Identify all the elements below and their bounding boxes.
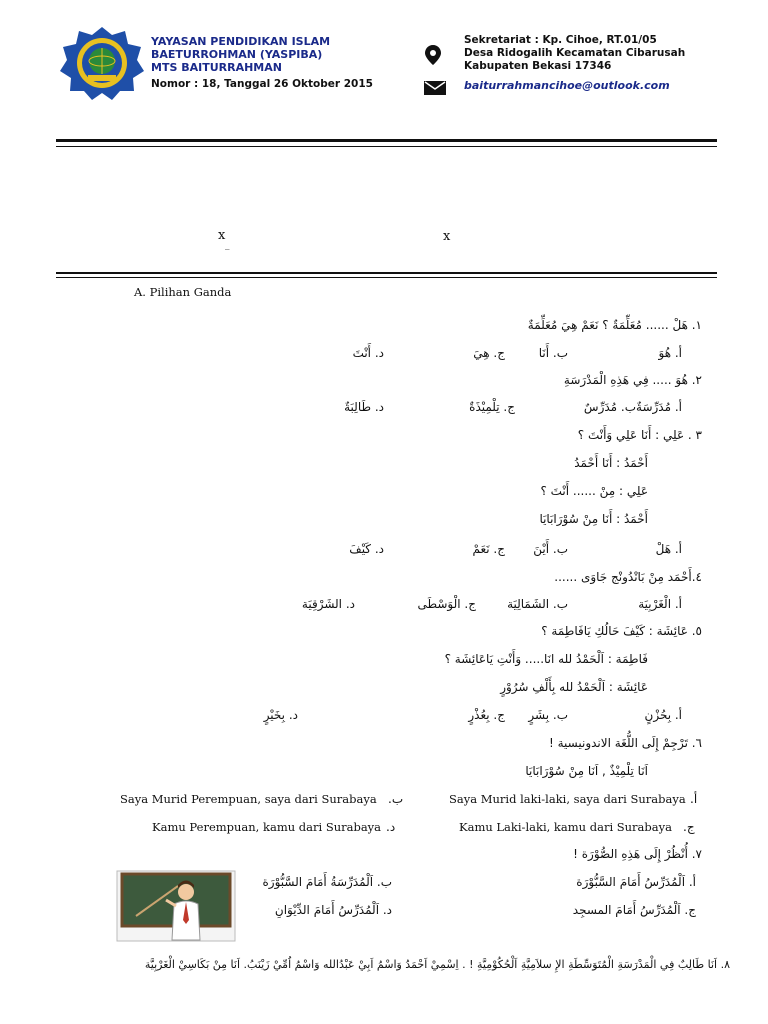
q2-option-c[interactable]: ج. تِلْمِيْذَةٌ — [469, 400, 515, 414]
school-logo — [56, 25, 148, 101]
location-pin-icon — [424, 44, 442, 66]
q2-option-a-b[interactable]: أ. مُدَرِّسَةٌب. مُدَرِّسٌ — [583, 400, 682, 414]
decree-number: Nomor : 18, Tanggal 26 Oktober 2015 — [151, 78, 373, 90]
q5-option-c[interactable]: ج. بِعُذْرٍ — [468, 708, 505, 722]
question-6-stem: ٦. تَرْجِمْ إِلَى اللُّغَة الاندونيسية ! — [548, 736, 702, 750]
question-4-stem: ٤.أَحْمَد مِنْ بَانْدُونْج جَاوَى ...... — [554, 570, 702, 584]
q3-option-c[interactable]: ج. نَعَمْ — [472, 542, 505, 556]
q1-option-a[interactable]: أ. هُوَ — [658, 346, 682, 360]
q6-option-c-label: ج. — [683, 820, 695, 834]
question-1-stem: ١. هَلْ ...... مُعَلِّمَةٌ ؟ نَعَمْ هِيَ مُعَلِّمَةٌ — [527, 318, 702, 332]
envelope-icon — [424, 80, 446, 94]
q6-sentence: اَنَا تِلْمِيْذٌ , اَنَا مِنْ سُوْرَابَايَا — [525, 764, 648, 778]
section-title: A. Pilihan Ganda — [134, 285, 232, 299]
q7-option-a[interactable]: أ. اَلْمُدَرِّسُ أَمَامَ السَّبُّوْرَة — [576, 875, 696, 889]
org-name-line1: YAYASAN PENDIDIKAN ISLAM — [151, 35, 331, 48]
section-rule-thick — [56, 272, 717, 274]
q5-dialog-line2: عَائِشَة : اَلْحَمْدُ لله بِأَلْفِ سُرُوْرٍ — [500, 680, 648, 694]
question-5-stem: ٥. عَائِشَة : كَيْفَ حَالُكِ يَافَاطِمَة ؟ — [541, 624, 702, 638]
q5-option-b[interactable]: ب. بِشَرٍ — [528, 708, 568, 722]
q4-option-b[interactable]: ب. الشَمَالِيَة — [507, 597, 568, 611]
q7-option-d[interactable]: د. اَلْمُدَرِّسُ أَمَامَ الدِّيْوَانِ — [274, 903, 392, 917]
q6-option-d-label: د. — [386, 820, 396, 834]
blank-mark-1-underscore: _ — [225, 240, 230, 250]
q1-option-c[interactable]: ج. هِيَ — [473, 346, 505, 360]
org-name-line2: BAETURROHMAN (YASPIBA) — [151, 48, 323, 61]
q7-option-c[interactable]: ج. اَلْمُدَرِّسُ أَمَامَ المسجِد — [572, 903, 696, 917]
q5-option-d[interactable]: د. بِخَيْرٍ — [263, 708, 298, 722]
q3-dialog-line2: عَلِي : مِنْ ...... أَنْتَ ؟ — [540, 484, 648, 498]
header-rule-thin — [56, 146, 717, 147]
q3-option-d[interactable]: د. كَيْفَ — [349, 542, 384, 556]
q3-option-a[interactable]: أ. هَلْ — [655, 542, 682, 556]
teacher-at-board-illustration — [116, 870, 236, 942]
q6-option-d-text[interactable]: Kamu Perempuan, kamu dari Surabaya — [152, 820, 382, 834]
question-3-stem: ٣ . عَلِي : أَنَا عَلِي وَأَنْتَ ؟ — [577, 428, 702, 442]
q3-dialog-line1: أَحْمَدُ : أَنَا أَحْمَدُ — [574, 456, 648, 470]
address-line1: Sekretariat : Kp. Cihoe, RT.01/05 — [464, 34, 657, 46]
q3-option-b[interactable]: ب. أَيْنَ — [533, 542, 568, 556]
question-2-stem: ٢. هُوَ ..... فِي هَذِهِ الْمَدْرَسَةِ — [563, 373, 702, 387]
org-name-line3: MTS BAITURRAHMAN — [151, 61, 282, 74]
q5-dialog-line1: فَاطِمَة : اَلْحَمْدُ لله انَا..... وَأَنْتِ يَاعَائِشَة ؟ — [444, 652, 648, 666]
q1-option-b[interactable]: ب. أَنَا — [538, 346, 568, 360]
q4-option-c[interactable]: ج. الْوَسْطَى — [417, 597, 476, 611]
q7-option-b[interactable]: ب. اَلْمُدَرِّسَةُ أَمَامَ السَّبُّوْرَة — [262, 875, 392, 889]
q6-option-a-text[interactable]: Saya Murid laki-laki, saya dari Surabaya — [449, 792, 686, 806]
question-8-stem: ٨. اَنَا طَالِبٌ فِي الْمَدْرَسَةِ الْمُتَوَسِّطَةِ الإِ سلاَمِيَّةِ اَلْحُكُوْمِيَّةِ ! . اِسْمِيْ اَحْمَدُ وَاسْمُ اَبِيْ عَبْدُالله وَاسْمُ اُمِّيْ زَيْنَبُ. اَنَا مِنْ بَكَاسِيْ الْغَرْبِيَّة — [144, 958, 730, 971]
q3-dialog-line3: أَحْمَدُ : أَنَا مِنْ سُوْرَابَايَا — [539, 512, 648, 526]
q5-option-a[interactable]: أ. بِحُزْنٍ — [644, 708, 682, 722]
q6-option-c-text[interactable]: Kamu Laki-laki, kamu dari Surabaya — [459, 820, 672, 834]
q6-option-b-text[interactable]: Saya Murid Perempuan, saya dari Surabaya — [120, 792, 377, 806]
q4-option-a[interactable]: أ. الْغَرْبِيَة — [638, 597, 682, 611]
q1-option-d[interactable]: د. أَنْتَ — [352, 346, 384, 360]
address-line2: Desa Ridogalih Kecamatan Cibarusah — [464, 47, 686, 59]
q6-option-a-label: أ. — [690, 792, 698, 806]
q4-option-d[interactable]: د. الشَرْقِيَة — [301, 597, 355, 611]
section-rule-thin — [56, 277, 717, 278]
header-rule-thick — [56, 139, 717, 142]
blank-mark-1: x — [218, 228, 226, 243]
blank-mark-2: x — [443, 229, 451, 244]
question-7-stem: ٧. أُنْظُرْ إِلَى هَذِهِ الصُّوْرَة ! — [573, 847, 702, 861]
email-address[interactable]: baiturrahmancihoe@outlook.com — [464, 79, 670, 92]
address-line3: Kabupaten Bekasi 17346 — [464, 60, 612, 72]
q2-option-d[interactable]: د. طَالِبَةٌ — [344, 400, 384, 414]
q6-option-b-label: ب. — [388, 792, 404, 806]
